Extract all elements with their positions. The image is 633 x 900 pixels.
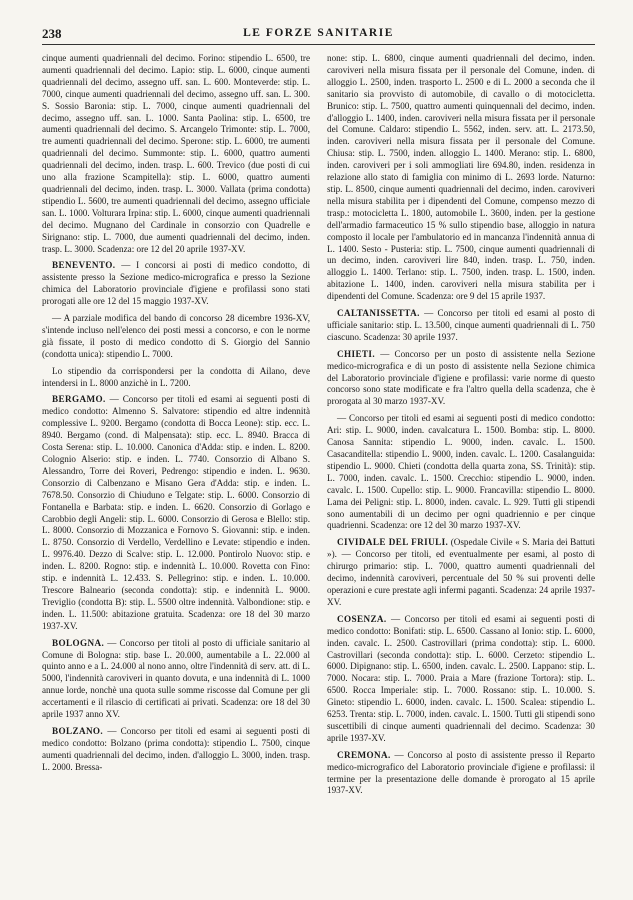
notice-text: — Concorso per titoli ed esami ai seguenti posti di medico condotto: Bonifati: stip. L. 6500. Cassano al Ionio: stip. L. 6000, inden. cavalc. L. 2500. Castrovillari (prima condotta): stip. L. 6000. Castrovillari (seconda condotta): stip. L. 6000. Cerzeto: stipendio L. 6000. Dipignano: stip. L. 6500, inden. cavalc. L. 2500. Lappano: stip. L. 7000. Nocara: stip. L. 7000. Praia a Mare (frazione Tortora): stip. L. 6500. Rocca Imperiale: stip. L. 7000. Rossano: stip. L. 10.000. S. Gineto: stipendio L. 6000, inden. cavalc. L. 1500. Scalea: stipendio L. 6253. Trenta: stip. L. 7000, inden. cavalc. L. 1500. Tutti gli stipendi sono suscettibili di cinque aumenti quadriennali del decimo. Scadenza: 30 aprile 1937-XV. xyxy=(327,613,595,743)
notice-paragraph xyxy=(42,313,310,361)
page-number: 238 xyxy=(42,26,62,41)
notice-text: — Concorso per titoli ed esami al posto di ufficiale sanitario: stip. L. 13.500, cinque aumenti quadriennali di L. 750 ciascuno. Scadenza: 30 aprile 1937. xyxy=(327,308,595,342)
place-heading: BENEVENTO. xyxy=(52,260,116,271)
place-heading: CREMONA. xyxy=(337,749,391,760)
right-column xyxy=(327,53,595,802)
notice-paragraph xyxy=(327,53,595,303)
place-heading: CALTANISSETTA. xyxy=(337,308,420,319)
notice-paragraph xyxy=(327,413,595,532)
notice-text: Lo stipendio da corrispondersi per la condotta di Ailano, deve intendersi in L. 8000 anzichè in L. 7200. xyxy=(42,365,310,388)
notice-paragraph xyxy=(42,638,310,721)
notice-text: — Concorso per titoli al posto di ufficiale sanitario al Comune di Bologna: stip. base L. 20.000, aumentabile a L. 22.000 al quinto anno e a L. 24.000 al nono anno, oltre l'indennità di serv. att. di L. 5000, l'indennità caroviveri in quanto dovuta, e una indennità di L. 1000 annue lorde, nonchè una quota sulle somme riscosse dal Comune per gli accertamenti e il rilascio di certificati ai privati. Scadenza: ore 18 del 30 aprile 1937 anno XV. xyxy=(42,637,310,720)
place-heading: BERGAMO. xyxy=(52,394,106,405)
notice-text: — Concorso per titoli ed esami ai seguenti posti di medico condotto: Ari: stip. L. 9000, inden. cavalcatura L. 1500. Bomba: stip. L. 8000. Canosa Sannita: stipendio L. 9000, inden. cavalc. L. 1500. Casacanditella: stipendio L. 9000, inden. cavalc. L. 1200. Casalanguida: stipendio L. 9000. Chieti (condotta della quarta zona, SS. Trinità): stip. L. 7000, inden. cavalc. L. 1500. Crecchio: stipendio L. 9000, inden. cavalc. L. 1500. Cupello: stip. L. 9000. Francavilla: stipendio L. 8000. Lama dei Peligni: stip. L. 8000, inden. cavalc. L. 929. Tutti gli stipendi sono aumentabili di un decimo per ogni quadriennio e per cinque quadrienni. Scadenza: ore 12 del 30 marzo 1937-XV. xyxy=(327,413,595,531)
notice-paragraph xyxy=(327,537,595,608)
notice-text: — Concorso per titoli ed esami ai seguenti posti di medico condotto: Bolzano (prima condotta): stipendio L. 7500, cinque aumenti quadriennali del decimo, inden. d'alloggio L. 3000, inden. trasp. L. 2000. Bressa- xyxy=(42,725,310,772)
notice-paragraph xyxy=(327,349,595,409)
notice-text: — A parziale modifica del bando di concorso 28 dicembre 1936-XV, s'intende incluso nell'elenco dei posti messi a concorso, e con le norme già fissate, il posto di medico condotto di S. Giorgio del Sannio (condotta unica): stipendio L. 7000. xyxy=(42,313,310,359)
left-column xyxy=(42,53,310,802)
notice-text: — I concorsi ai posti di medico condotto, di assistente presso la Sezione medico-micrografica e presso la Sezione chimica del Laboratorio provinciale d'igiene e profilassi sono stati prorogati alle ore 12 del 15 maggio 1937-XV. xyxy=(42,260,310,307)
notice-paragraph xyxy=(327,614,595,745)
notice-text: — Concorso al posto di assistente presso il Reparto medico-micrografico del Laboratorio provinciale d'igiene e profilassi: il termine per la presentazione delle domande è prorogato al 15 aprile 1937-XV. xyxy=(327,749,595,796)
notice-text: cinque aumenti quadriennali del decimo. Forino: stipendio L. 6500, tre aumenti quadriennali del decimo. Lapio: stip. L. 6000, cinque aumenti quadriennali del decimo, assegno uff. san. L. 600. Monteverde: stip. L. 7000, cinque aumenti quadriennali del decimo, assegno uff. san. L. 300. S. Sossio Baronia: stip. L. 7000, cinque aumenti quadriennali del decimo, assegno uff. san. L. 1000. Santa Paolina: stip. L. 6500, tre aumenti quadriennali del decimo. S. Arcangelo Trimonte: stip. L. 7000, tre aumenti quadriennali del decimo. Sperone: stip. L. 6000, tre aumenti quadriennali del decimo. Summonte: stip. L. 6000, quattro aumenti quadriennali del decimo, inden. trasp. L. 600. Trevico (due posti di cui uno alla frazione Scampitella): stip. L. 6000, quattro aumenti quadriennali del decimo, inden. trasp. L. 3000. Vallata (prima condotta) stipendio L. 5600, tre aumenti quadriennali del decimo, assegno ufficiale san. L. 1000. Volturara Irpina: stip. L. 6000, cinque aumenti quadriennali del decimo. Mugnano del Cardinale in consorzio con Quadrelle e Sirignano: stip. L. 7000, due aumenti quadriennali del decimo, inden. trasp. L. 3000. Scadenza: ore 12 del 20 aprile 1937-XV. xyxy=(42,53,310,254)
place-heading: BOLOGNA. xyxy=(52,637,105,648)
place-heading: BOLZANO. xyxy=(52,725,104,736)
place-heading: COSENZA. xyxy=(337,613,387,624)
notice-paragraph xyxy=(42,394,310,632)
notice-paragraph xyxy=(327,308,595,344)
page-header xyxy=(42,26,595,45)
notice-paragraph xyxy=(42,260,310,308)
place-heading: CHIETI. xyxy=(337,348,376,359)
notice-paragraph xyxy=(327,750,595,798)
running-title: LE FORZE SANITARIE xyxy=(243,27,394,39)
notice-text: — Concorso per un posto di assistente nella Sezione medico-micrografica e di un posto di assistente nella Sezione chimica del Laboratorio provinciale d'igiene e profilassi: varie norme di questo concorso sono state modificate e fra l'altro quella della scadenza, che è prorogata al 30 marzo 1937-XV. xyxy=(327,348,595,407)
text-columns xyxy=(42,53,595,802)
notice-paragraph xyxy=(42,53,310,255)
notice-text: (Ospedale Civile « S. Maria dei Battuti »). — Concorso per titoli, ed eventualmente per esami, al posto di chirurgo primario: stip. L. 7000, quattro aumenti quadriennali del decimo, indennità caroviveri, percentuale del 50 % sui proventi delle operazioni e cure prestate agli infermi paganti. Scadenza: 24 aprile 1937-XV. xyxy=(327,537,595,607)
notice-paragraph xyxy=(42,726,310,774)
notice-paragraph xyxy=(42,366,310,390)
place-heading: CIVIDALE DEL FRIULI. xyxy=(337,537,449,548)
notice-text: — Concorso per titoli ed esami ai seguenti posti di medico condotto: Almenno S. Salvatore: stipendio ed altre indennità complessive L. 9200. Bergamo (condotta di Bocca Leone): stip. ecc. L. 8940. Bergamo (cond. di Malpensata): stip. ecc. L. 8940. Bracca di Costa Serena: stip. L. 10.000. Canonica d'Adda: stip. e inden. L. 8200. Colognio Alserio: stip. e inden. L. 7740. Consorzio di Albano S. Alessandro, Torre dei Roveri, Pedrengo: stipendio e inden. L. 9630. Consorzio di Calbenzano e Misano Gera d'Adda: stip. e inden. L. 7678.50. Consorzio di Chiuduno e Telgate: stip. L. 6000. Consorzio di Fontanella e Barbata: stip. e inden. L. 6620. Consorzio di Gorlago e Carobbio degli Angeli: stip. L. 6000. Consorzio di Gerosa e Blello: stip. L. 8000. Consorzio di Mozzanica e Fornovo S. Giovanni: stip. e inden. L. 8750. Consorzio di Verdello, Verdellino e Levate: stipendio e inden. L. 9976.40. Dezzo di Scalve: stip. L. 12.000. Pontirolo Nuovo: stip. e inden. L. 8200. Rogno: stip. e indennità L. 10.000. Rovetta con Fino: stip. e indennità L. 12.433. S. Pellegrino: stip. e inden. L. 10.000. Trescore Balneario (seconda condotta): stip. e indennità L. 9000. Treviglio (condotta B): stip. L. 5500 oltre indennità. Valbondione: stip. e inden. L. 11.500: abitazione gratuita. Scadenza: ore 18 del 30 marzo 1937-XV. xyxy=(42,394,310,631)
notice-text: none: stip. L. 6800, cinque aumenti quadriennali del decimo, inden. caroviveri nella misura fissata per il personale del Comune, inden. di alloggio L. 2500, inden. trasporto L. 2500 e di L. 2000 a seconda che il sanitario sia provvisto di automobile, di cavallo o di motocicletta. Brunico: stip. L. 7500, quattro aumenti quinquennali del decimo, inden. d'alloggio L. 1400, inden. caroviveri nella misura fissata per il personale del Comune. Caldaro: stipendio L. 5562, inden. serv. att. L. 2173.50, inden. caroviveri nella misura fissata per il personale del Comune. Chiusa: stip. L. 7500, inden. alloggio L. 1400. Merano: stip. L. 6800, inden. caroviveri per i soli ammogliati lire 694.80, inden. residenza in relazione allo stato di famiglia con minimo di L. 2693 lorde. Naturno: stip. L. 8500, cinque aumenti quadriennali del decimo, inden. caroviveri nella misura stabilita per i dipendenti del Comune, compenso mezzo di trasp.: motocicletta L. 1800, automobile L. 3600, inden. per la gestione dell'armadio farmaceutico 15 % sullo stipendio base, alloggio in natura composto il locale per l'ambulatorio ed in mancanza l'indennità annua di L. 1400. Sesto - Pusteria: stip. L. 7500, cinque aumenti quadriennali di un decimo, inden. caroviveri lire 840, inden. trasp. L. 750, inden. alloggio L. 1400. Terlano: stip. L. 7500, inden. trasp. L. 1500, inden. abitazione L. 1400, inden. caroviveri nella misura stabilita per i dipendenti del Comune. Scadenza: ore 9 del 15 aprile 1937. xyxy=(327,53,595,302)
